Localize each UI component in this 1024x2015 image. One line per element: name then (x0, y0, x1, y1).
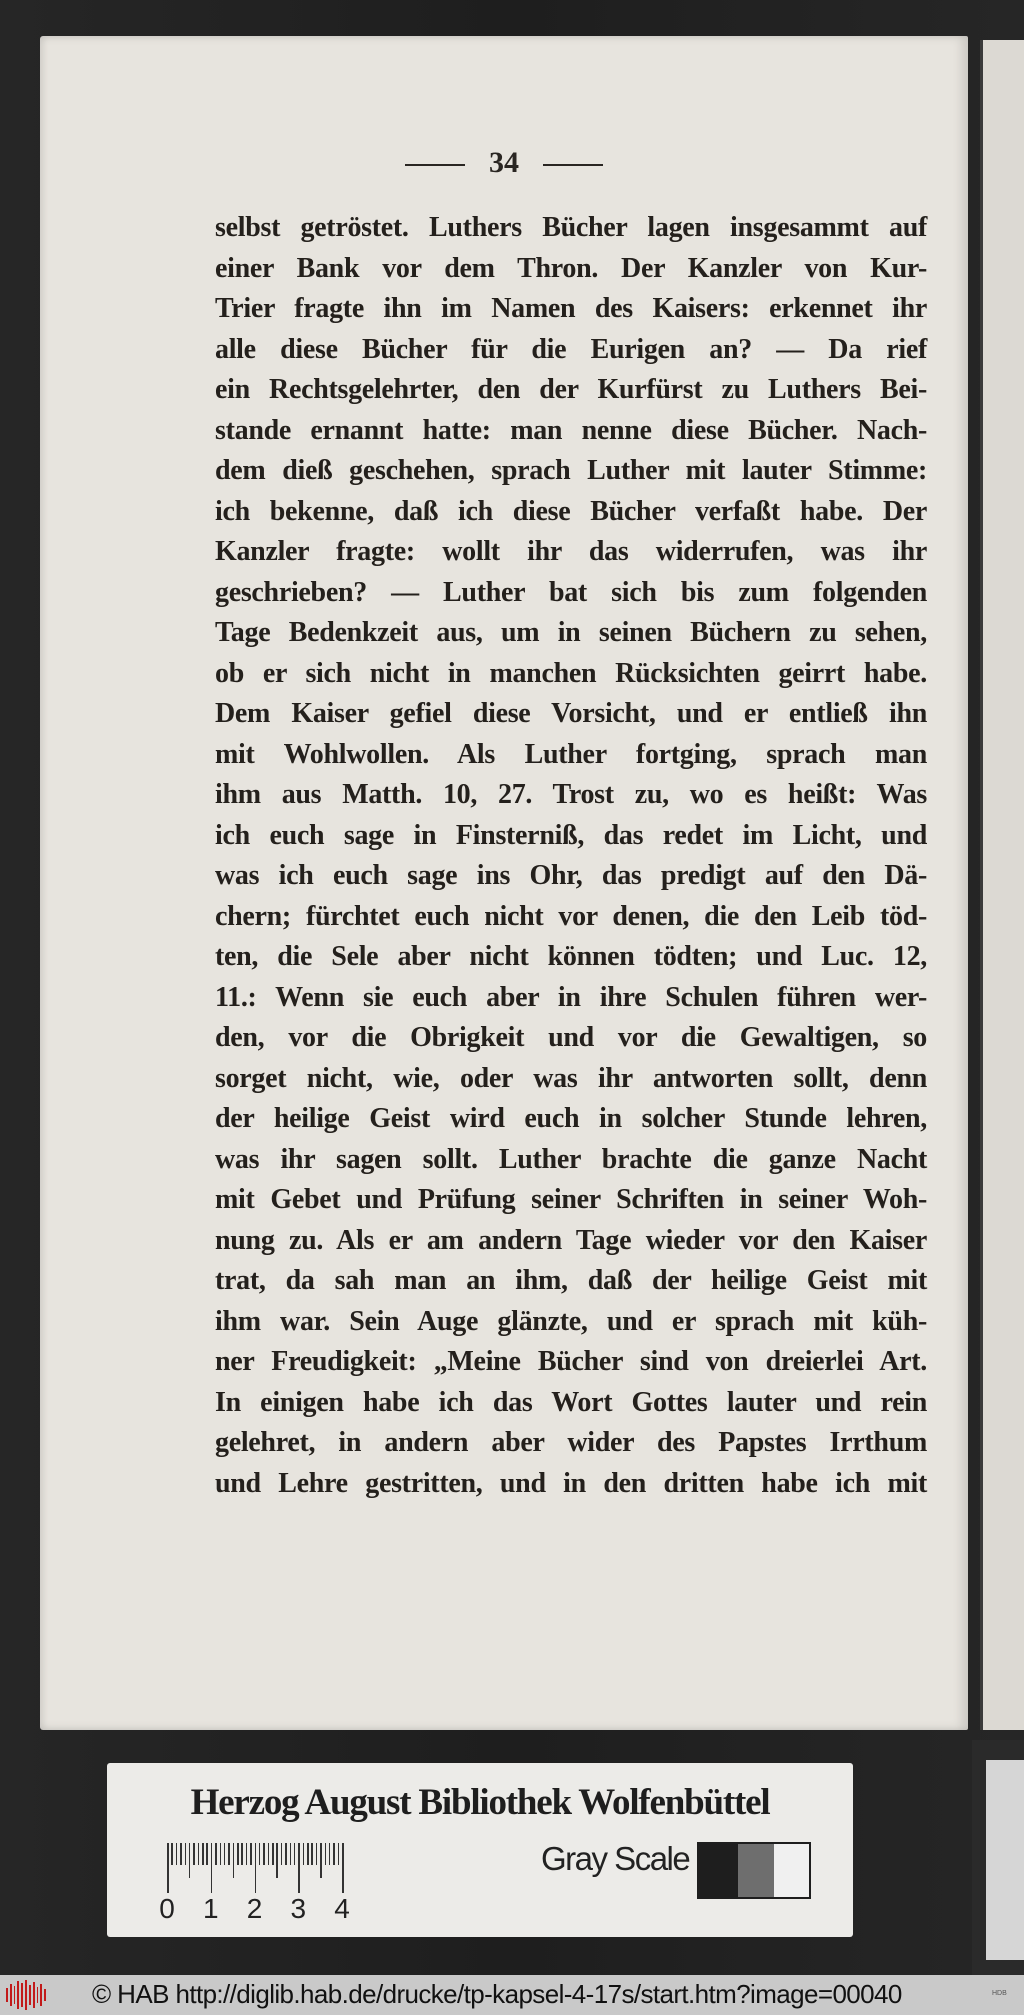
color-reference-card (107, 1763, 853, 1937)
ruler-tick (325, 1843, 327, 1865)
ruler-tick (180, 1843, 182, 1865)
text-line: der heilige Geist wird euch in solcher Stunde lehren, (215, 1103, 927, 1134)
text-line: 11.: Wenn sie euch aber in ihre Schulen führen wer- (215, 981, 927, 1013)
ruler-tick (263, 1843, 265, 1865)
text-line: dem dieß geschehen, sprach Luther mit lauter Stimme: (215, 455, 927, 486)
ruler-tick (307, 1843, 309, 1865)
ruler-tick (228, 1843, 230, 1865)
ruler-tick (193, 1843, 195, 1865)
text-line: was ihr sagen sollt. Luther brachte die ganze Nacht (215, 1143, 927, 1175)
logo-bar (17, 1981, 19, 2009)
logo-bar (14, 1986, 16, 2004)
ruler-tick (167, 1843, 169, 1893)
text-line: ihm aus Matth. 10, 27. Trost zu, wo es heißt: Was (215, 779, 927, 810)
text-line: ich bekenne, daß ich diese Bücher verfaßt habe. Der (215, 495, 927, 527)
ruler-tick (290, 1843, 292, 1865)
gray-patch (699, 1844, 738, 1897)
text-line: In einigen habe ich das Wort Gottes lauter und rein (215, 1386, 927, 1418)
ruler-tick (276, 1843, 278, 1878)
ruler-tick (294, 1843, 296, 1865)
ruler-tick (342, 1843, 344, 1893)
logo-bar (6, 1988, 8, 2002)
text-line: ich euch sage in Finsterniß, das redet im Licht, und (215, 819, 927, 851)
text-line: Tage Bedenkzeit aus, um in seinen Büchern zu sehen, (215, 617, 927, 648)
ruler-number: 3 (290, 1893, 307, 1924)
text-line: mit Wohlwollen. Als Luther fortging, sprach man (215, 738, 927, 770)
ruler-tick (268, 1843, 270, 1865)
ruler-tick (206, 1843, 208, 1865)
text-line: trat, da sah man an ihm, daß der heilige Geist mit (215, 1265, 927, 1296)
ruler-tick (255, 1843, 257, 1893)
gray-patch (738, 1844, 773, 1897)
ruler-tick (171, 1843, 173, 1865)
text-line: sorget nicht, wie, oder was ihr antworten sollt, denn (215, 1062, 927, 1094)
ruler-tick (303, 1843, 305, 1865)
gray-patch (774, 1844, 809, 1897)
ruler-number: 0 (159, 1893, 175, 1924)
text-line: Kanzler fragte: wollt ihr das widerrufen, was ihr (215, 536, 927, 567)
gray-scale-label: Gray Scale (541, 1840, 690, 1877)
ruler-tick (237, 1843, 239, 1865)
logo-bar (29, 1985, 31, 2005)
ruler-tick (311, 1843, 313, 1865)
ruler-tick (338, 1843, 340, 1865)
text-line: einer Bank vor dem Thron. Der Kanzler von Kur- (215, 252, 927, 284)
text-line: mit Gebet und Prüfung seiner Schriften in seiner Woh- (215, 1184, 927, 1215)
logo-bar (10, 1984, 12, 2006)
ruler-tick (185, 1843, 187, 1865)
text-line: Trier fragte ihn im Namen des Kaisers: erkennet ihr (215, 293, 927, 324)
logo-bar (25, 1980, 27, 2010)
text-line: chern; fürchtet euch nicht vor denen, die den Leib töd- (215, 900, 927, 932)
ruler-tick (333, 1843, 335, 1865)
logo-bar (37, 1987, 39, 2003)
logo-bar (40, 1984, 42, 2006)
ruler-number: 1 (202, 1893, 219, 1924)
ruler (159, 1843, 350, 1928)
text-line: ner Freudigkeit: „Meine Bücher sind von dreierlei Art. (215, 1346, 927, 1377)
ruler-tick (250, 1843, 252, 1865)
ruler-tick (211, 1843, 213, 1893)
dash-right (543, 164, 603, 166)
ruler-tick (316, 1843, 318, 1865)
text-line: ein Rechtsgelehrter, den der Kurfürst zu Luthers Bei- (215, 374, 927, 405)
ruler-tick (189, 1843, 191, 1878)
ruler-tick (198, 1843, 200, 1865)
ruler-tick (272, 1843, 274, 1865)
ruler-tick (202, 1843, 204, 1865)
text-line: ten, die Sele aber nicht können tödten; und Luc. 12, (215, 941, 927, 972)
copyright-url[interactable]: © HAB http://diglib.hab.de/drucke/tp-kapsel-4-17s/start.htm?image=00040 (92, 1979, 902, 2009)
text-line: alle diese Bücher für die Eurigen an? — Da rief (215, 333, 927, 365)
book-page (40, 36, 968, 1730)
gray-scale-swatch (697, 1842, 811, 1899)
text-line: Dem Kaiser gefiel diese Vorsicht, und er entließ ihn (215, 698, 927, 729)
ruler-tick (215, 1843, 217, 1865)
ruler-tick (224, 1843, 226, 1865)
ruler-tick (281, 1843, 283, 1865)
dash-left (405, 164, 465, 166)
page-number-header (40, 146, 968, 180)
footer-mini-text: HDB (992, 1990, 1007, 1997)
logo-bar (21, 1983, 23, 2007)
ruler-tick (320, 1843, 322, 1878)
ruler-number: 2 (246, 1893, 263, 1924)
text-line: ob er sich nicht in manchen Rücksichten geirrt habe. (215, 657, 927, 689)
logo-bar (33, 1982, 35, 2008)
ruler-tick (246, 1843, 248, 1865)
body-text (215, 208, 927, 1504)
ruler-tick (220, 1843, 222, 1865)
text-line: stande ernannt hatte: man nenne diese Bücher. Nach- (215, 414, 927, 446)
ruler-tick (176, 1843, 178, 1865)
text-line: und Lehre gestritten, und in den dritten habe ich mit (215, 1467, 927, 1499)
ruler-tick (298, 1843, 300, 1893)
ruler-number: 4 (334, 1893, 350, 1924)
ruler-tick (285, 1843, 287, 1865)
text-line: was ich euch sage ins Ohr, das predigt auf den Dä- (215, 860, 927, 891)
adjacent-page-edge (980, 40, 1024, 1730)
logo-bar (44, 1989, 46, 2001)
text-line: ihm war. Sein Auge glänzte, und er sprach mit küh- (215, 1305, 927, 1337)
text-line: den, vor die Obrigkeit und vor die Gewaltigen, so (215, 1022, 927, 1053)
adjacent-card-strip (986, 1760, 1024, 1960)
text-line: selbst getröstet. Luthers Bücher lagen insgesammt auf (215, 212, 927, 243)
ruler-tick (233, 1843, 235, 1878)
library-title: Herzog August Bibliothek Wolfenbüttel (190, 1782, 770, 1823)
hab-logo-icon (6, 1980, 46, 2010)
text-line: nung zu. Als er am andern Tage wieder vor den Kaiser (215, 1224, 927, 1256)
ruler-tick (259, 1843, 261, 1865)
adjacent-card-edge (972, 1740, 1024, 1975)
text-line: geschrieben? — Luther bat sich bis zum folgenden (215, 576, 927, 608)
ruler-tick (241, 1843, 243, 1865)
ruler-tick (329, 1843, 331, 1865)
footer-bar (0, 1975, 1024, 2015)
text-line: gelehret, in andern aber wider des Papstes Irrthum (215, 1427, 927, 1458)
page-number: 34 (489, 146, 519, 179)
